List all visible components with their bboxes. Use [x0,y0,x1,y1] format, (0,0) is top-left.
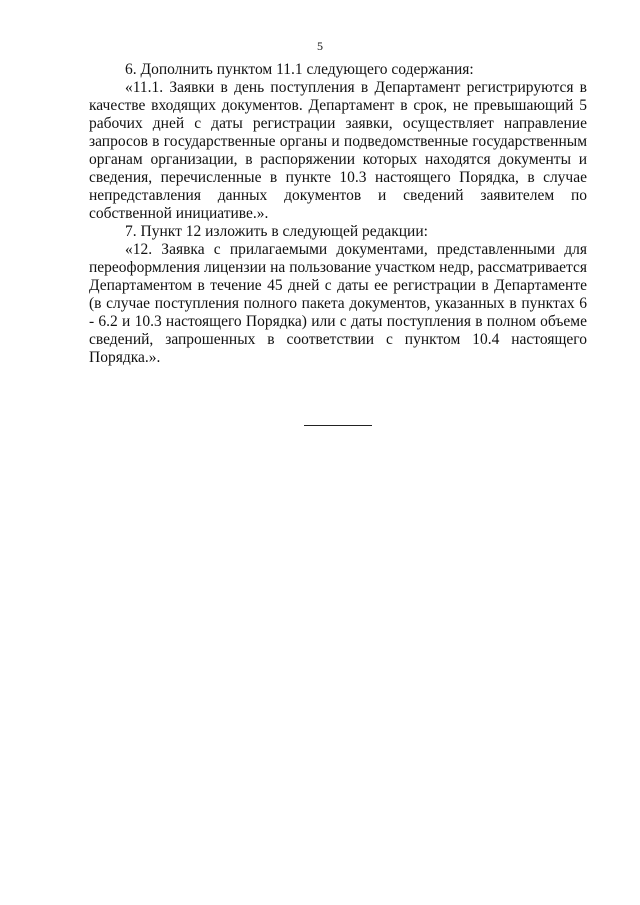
paragraph-clause-11-1: «11.1. Заявки в день поступления в Департамент регистрируются в качестве входящих документов. Департамент в срок, не превышающий 5 рабочих дней с даты регистрации заявки, осуществляет направление запросов в государственные органы и подведомственные государственным органам организации, в распоряжении которых находятся документы и сведения, перечисленные в пункте 10.3 настоящего Порядка, в случае непредставления данных документов и сведений заявителем по собственной инициативе.». [89,79,587,222]
page-number: 5 [317,39,323,53]
paragraph-item-6: 6. Дополнить пунктом 11.1 следующего содержания: [125,61,474,78]
end-separator-line [304,425,372,426]
paragraph-clause-12: «12. Заявка с прилагаемыми документами, представленными для переоформления лицензии на пользование участком недр, рассматривается Департаментом в течение 45 дней с даты ее регистрации в Департаменте (в случае поступления полного пакета документов, указанных в пунктах 6 - 6.2 и 10.3 настоящего Порядка) или с даты поступления в полном объеме сведений, запрошенных в соответствии с пунктом 10.4 настоящего Порядка.». [89,241,587,366]
document-body [89,61,587,367]
paragraph-item-7: 7. Пункт 12 изложить в следующей редакции: [125,223,428,240]
